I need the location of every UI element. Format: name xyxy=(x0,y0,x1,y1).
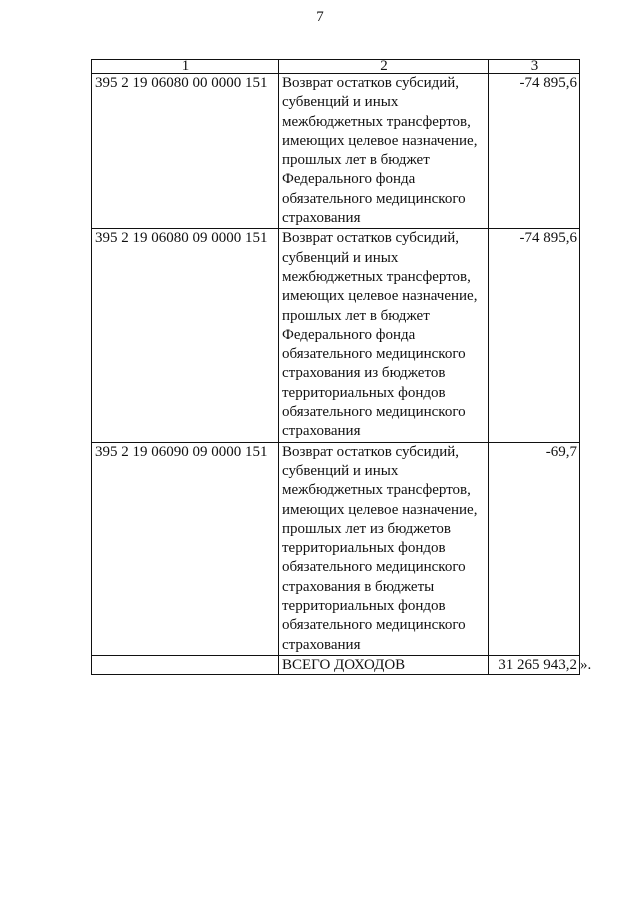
description-line: территориальных фондов xyxy=(282,540,446,557)
amount-cell: -69,7 xyxy=(489,442,580,655)
description-line: субвенций и иных xyxy=(282,94,399,111)
description-line: территориальных фондов xyxy=(282,384,446,401)
description-line: территориальных фондов xyxy=(282,598,446,615)
revenue-table xyxy=(91,58,592,675)
amount-cell: -74 895,6 xyxy=(489,229,580,442)
description-line: Возврат остатков субсидий, xyxy=(282,443,460,460)
total-amount-cell xyxy=(489,655,592,674)
description-cell xyxy=(279,74,489,229)
description-line: межбюджетных трансфертов, xyxy=(282,482,471,499)
description-cell xyxy=(279,442,489,655)
budget-code-cell: 395 2 19 06080 09 0000 151 xyxy=(92,229,279,442)
description-line: межбюджетных трансфертов, xyxy=(282,268,471,285)
description-line: субвенций и иных xyxy=(282,249,399,266)
description-line: межбюджетных трансфертов, xyxy=(282,113,471,130)
description-line: страхования xyxy=(282,636,361,653)
description-line: Возврат остатков субсидий, xyxy=(282,230,460,247)
budget-code-cell: 395 2 19 06090 09 0000 151 xyxy=(92,442,279,655)
description-line: прошлых лет в бюджет xyxy=(282,307,430,324)
description-line: Федерального фонда xyxy=(282,326,416,343)
column-header-amount: 3 xyxy=(489,60,580,74)
description-line: имеющих целевое назначение, xyxy=(282,288,478,305)
table-row xyxy=(92,229,580,442)
description-line: обязательного медицинского xyxy=(282,559,466,576)
amount-cell: -74 895,6 xyxy=(489,74,580,229)
description-line: Возврат остатков субсидий, xyxy=(282,75,460,91)
total-code-cell xyxy=(92,655,279,674)
page-number: 7 xyxy=(316,9,324,25)
description-line: обязательного медицинского xyxy=(282,190,466,207)
column-header-name: 2 xyxy=(279,60,489,74)
description-line: обязательного медицинского xyxy=(282,404,466,421)
description-cell xyxy=(279,229,489,442)
description-line: субвенций и иных xyxy=(282,462,399,479)
description-line: имеющих целевое назначение, xyxy=(282,132,478,149)
column-header-code: 1 xyxy=(92,60,279,74)
description-line: страхования xyxy=(282,423,361,440)
table-row xyxy=(92,74,580,229)
description-line: обязательного медицинского xyxy=(282,346,466,363)
description-line: прошлых лет в бюджет xyxy=(282,152,430,169)
description-line: страхования xyxy=(282,210,361,227)
total-label: ВСЕГО ДОХОДОВ xyxy=(279,655,489,674)
closing-quote-mark: ». xyxy=(580,656,592,673)
description-line: Федерального фонда xyxy=(282,171,416,188)
budget-code-cell: 395 2 19 06080 00 0000 151 xyxy=(92,74,279,229)
description-line: обязательного медицинского xyxy=(282,617,466,634)
description-line: прошлых лет из бюджетов xyxy=(282,520,452,537)
header-row xyxy=(92,60,580,74)
table-row xyxy=(92,442,580,655)
total-amount: 31 265 943,2 xyxy=(498,656,577,673)
description-line: имеющих целевое назначение, xyxy=(282,501,478,518)
description-line: страхования в бюджеты xyxy=(282,578,435,595)
total-row xyxy=(92,655,580,674)
description-line: страхования из бюджетов xyxy=(282,365,446,382)
